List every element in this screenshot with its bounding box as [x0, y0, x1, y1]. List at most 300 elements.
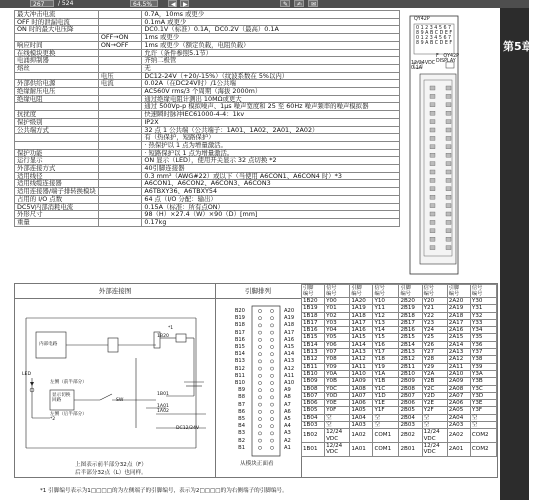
connector-pin-label: B1: [238, 444, 245, 451]
pin-layout-heading: 引脚排列: [215, 284, 301, 299]
pin-table-cell: Y1F: [373, 407, 399, 414]
pin-table-cell: Y00: [325, 298, 350, 305]
spec-cell: [98, 88, 142, 96]
pin-table-cell: Y27: [422, 349, 447, 356]
pin-table-cell: COM2: [470, 442, 496, 456]
spec-cell: [98, 165, 142, 173]
pin-table-cell: Y02: [325, 312, 350, 319]
pin-table-cell: 2A15: [447, 334, 470, 341]
spec-cell: 0.15A（标准：所有点ON）: [142, 203, 400, 211]
pin-table-cell: 1A14: [350, 341, 373, 348]
pin-table-cell: 2B20: [399, 298, 422, 305]
pin-table-cell: 空: [373, 422, 399, 429]
pin-table-cell: 2B03: [399, 422, 422, 429]
module-connector-pin: [446, 220, 451, 224]
connector-pin-label: B20: [234, 308, 245, 314]
pin-table-cell: 2A14: [447, 341, 470, 348]
pin-table-cell: Y26: [422, 341, 447, 348]
pin-table-cell: Y38: [470, 356, 496, 363]
pin-table-cell: 2A04: [447, 414, 470, 421]
pin-table-cell: 2B08: [399, 385, 422, 392]
pin-table-cell: 1A08: [350, 385, 373, 392]
pin-table-cell: 12/24 VDC: [422, 429, 447, 443]
spec-row: [15, 111, 400, 119]
pin-table-cell: Y30: [470, 298, 496, 305]
spec-cell: [98, 195, 142, 203]
pin-table-cell: 1B01: [302, 442, 325, 456]
internal-circuit-label: 内部电路: [39, 342, 58, 347]
circuit-caption-2: 后半部分32点（L）也同样。: [75, 470, 147, 476]
spec-cell: 电涌抑制器: [15, 57, 99, 65]
switch-lower-label: 左侧（后半部分） *2: [50, 412, 87, 422]
external-connection-heading: 外部连接图: [15, 284, 215, 299]
spec-cell: 64 点（I/O 分配：输出）: [142, 195, 400, 203]
spec-cell: [98, 11, 142, 19]
spec-cell: 电压: [98, 72, 142, 80]
spec-row: [15, 26, 400, 34]
connector-pin-label: B4: [238, 423, 245, 430]
table-row: [302, 319, 497, 326]
pin-table-cell: Y0B: [325, 378, 350, 385]
spec-row: [15, 141, 400, 149]
spec-cell: 1ms 或更少（额定负载，电阻负载）: [142, 41, 400, 49]
table-row: [302, 327, 497, 334]
pin-table-cell: 2B04: [399, 414, 422, 421]
module-connector-pin: [446, 229, 451, 233]
pin-table-header: 信号 编号: [470, 285, 496, 298]
table-row: [302, 400, 497, 407]
pin-table-cell: Y35: [470, 334, 496, 341]
pin-table-cell: Y06: [325, 341, 350, 348]
spec-cell: ON 时的最大电压降: [15, 26, 99, 34]
pin-table-cell: Y2E: [422, 400, 447, 407]
pin-table-cell: 2A02: [447, 429, 470, 443]
connector-pin-label: A17: [284, 329, 295, 336]
pin-table-cell: 2B16: [399, 327, 422, 334]
pin-table-cell: 1A19: [350, 305, 373, 312]
spec-cell: A6CON1、A6CON2、A6CON3、A6CON3: [142, 180, 400, 188]
spec-cell: [98, 126, 142, 134]
connector-pin-label: A2: [284, 437, 291, 444]
pin-table-cell: Y2B: [422, 378, 447, 385]
table-row: [302, 442, 497, 456]
pin-table-cell: Y2A: [422, 370, 447, 377]
spec-cell: 适用线缆连接器: [15, 180, 99, 188]
spec-cell: 占用的 I/O 点数: [15, 195, 99, 203]
pin-table-cell: Y1E: [373, 400, 399, 407]
pin-table-cell: 2B18: [399, 312, 422, 319]
module-connector-pin: [430, 229, 435, 233]
footnote: *1 引脚编号表示为1□□□□的为左侧端子的引脚编号，表示为2□□□□的为右侧端子的引脚编号。: [40, 488, 288, 494]
pin-table-cell: 2A13: [447, 349, 470, 356]
external-connection-diagram: [16, 308, 216, 458]
spec-cell: [98, 172, 142, 180]
spec-table: [14, 10, 400, 227]
module-connector-pin: [430, 94, 435, 98]
pin-table-cell: Y20: [422, 298, 447, 305]
spec-cell: [98, 141, 142, 149]
pin-table-cell: 2B09: [399, 378, 422, 385]
pin-table-cell: 1B16: [302, 327, 325, 334]
pin-table-header: 引脚 编号: [447, 285, 470, 298]
connector-pin-label: A5: [284, 416, 291, 422]
pin-table-cell: 空: [325, 414, 350, 421]
spec-cell: 32 点 1 公共端（公共端子：1A01、1A02、2A01、2A02）: [142, 126, 400, 134]
spec-cell: 外部供给电源: [15, 80, 99, 88]
pin-table-cell: Y13: [373, 319, 399, 326]
pin-table-cell: 2B19: [399, 305, 422, 312]
connector-pin-label: B6: [238, 408, 245, 415]
connector-pin-label: A11: [284, 372, 295, 379]
table-row: [302, 349, 497, 356]
pin-table-cell: 2A07: [447, 392, 470, 399]
pin-table-cell: 1A18: [350, 312, 373, 319]
pin-table-cell: 1B18: [302, 312, 325, 319]
pin-table-cell: Y3B: [470, 378, 496, 385]
pin-table-cell: Y24: [422, 327, 447, 334]
chapter-tab[interactable]: 第5章: [503, 40, 533, 53]
pin-table-cell: 2B07: [399, 392, 422, 399]
spec-cell: 电流: [98, 80, 142, 88]
spec-row: [15, 57, 400, 65]
spec-row: [15, 218, 400, 226]
module-connector-pin: [430, 136, 435, 140]
pin-table-cell: 12/24 VDC: [422, 442, 447, 456]
table-row: [302, 414, 497, 421]
spec-cell: · 热保护以 1 点为增量激活。: [142, 141, 400, 149]
spec-cell: 外部连接方式: [15, 165, 99, 173]
pin-table-header: 信号 编号: [325, 285, 350, 298]
zoom-in-button[interactable]: ▶: [180, 0, 189, 7]
switch-upper-label: 左侧（前半部分）: [50, 380, 87, 385]
connector-pin-label: A8: [284, 394, 291, 401]
pin-table-cell: Y25: [422, 334, 447, 341]
pin-table-cell: 1A05: [350, 407, 373, 414]
spec-cell: [98, 180, 142, 188]
pin-table-cell: 1B04: [302, 414, 325, 421]
spec-cell: 通过绝缘电阻计测出 10MΩ或更大: [142, 95, 400, 103]
module-connector-pin: [446, 103, 451, 107]
pin-table-cell: Y39: [470, 363, 496, 370]
spec-cell: DC12-24V（+20/-15%）（纹波系数在 5%以内）: [142, 72, 400, 80]
spec-row: [15, 64, 400, 72]
pin-table-cell: 2B11: [399, 363, 422, 370]
pin-table-cell: 2A19: [447, 305, 470, 312]
spec-cell: 抗扰度: [15, 111, 99, 119]
module-connector-pin: [446, 111, 451, 115]
pin-table-cell: Y03: [325, 319, 350, 326]
connector-pin-label: A14: [284, 351, 295, 358]
spec-cell: OFF→ON: [98, 34, 142, 42]
spec-cell: 40引脚连接器: [142, 165, 400, 173]
module-connector-pin: [446, 195, 451, 199]
pin-table-cell: 2B14: [399, 341, 422, 348]
supply-label: DC12/24V: [176, 426, 200, 431]
spec-cell: 有（热保护，短路保护）: [142, 134, 400, 142]
spec-cell: ON→OFF: [98, 41, 142, 49]
spec-row: [15, 49, 400, 57]
connector-pin-label: A3: [284, 430, 291, 437]
spec-cell: [98, 57, 142, 65]
pin-table-cell: Y34: [470, 327, 496, 334]
pin-table-cell: Y3D: [470, 392, 496, 399]
spec-cell: 重量: [15, 218, 99, 226]
spec-cell: 熔丝: [15, 64, 99, 72]
sw-label: SW: [116, 398, 124, 403]
connector-pin-label: B8: [238, 394, 245, 401]
pin-table-cell: 12/24 VDC: [325, 442, 350, 456]
module-connector-pin: [446, 178, 451, 182]
spec-cell: AC560V rms/3 个周期（海拔 2000m）: [142, 88, 400, 96]
pin-table-cell: 1B19: [302, 305, 325, 312]
pin-table-cell: 2B02: [399, 429, 422, 443]
pin-table-cell: Y1D: [373, 392, 399, 399]
pin-table-cell: 12/24 VDC: [325, 429, 350, 443]
spec-cell: [98, 211, 142, 219]
pin-table-cell: Y08: [325, 356, 350, 363]
connector-pin-label: B3: [238, 430, 245, 437]
spec-cell: [98, 118, 142, 126]
spec-cell: [98, 18, 142, 26]
module-connector-pin: [446, 162, 451, 166]
pin-table-cell: Y22: [422, 312, 447, 319]
pin-table-cell: 2A08: [447, 385, 470, 392]
connector-pin-label: B13: [234, 358, 245, 365]
spec-cell: [98, 218, 142, 226]
pin-table-cell: 1A11: [350, 363, 373, 370]
spec-cell: 0.3 mm²（AWG#22）或以下（当使用 A6CON1、A6CON4 时）*3: [142, 172, 400, 180]
pin-table-cell: Y21: [422, 305, 447, 312]
pin-table-cell: 1A12: [350, 356, 373, 363]
connector-pin-label: A13: [284, 358, 295, 365]
module-connector-pin: [446, 94, 451, 98]
spec-row: [15, 157, 400, 165]
pin-layout-caption: 从模块正面看: [240, 461, 274, 467]
fuse-note: *1: [168, 326, 174, 331]
module-connector-pin: [430, 128, 435, 132]
spec-cell: DC5V内部消耗电流: [15, 203, 99, 211]
module-connector-pin: [430, 204, 435, 208]
module-connector-pin: [430, 145, 435, 149]
table-row: [302, 298, 497, 305]
circuit-caption-1: 上图表示前半部分32点（F）: [75, 462, 147, 468]
connector-pin-label: A10: [284, 380, 295, 386]
pin-table-cell: Y0F: [325, 407, 350, 414]
module-connector-pin: [446, 128, 451, 132]
pen-tool-icon[interactable]: ✎: [280, 0, 290, 7]
pin-table-cell: Y1B: [373, 378, 399, 385]
spec-cell: [98, 103, 142, 111]
spec-cell: 运行显示: [15, 157, 99, 165]
zoom-out-button[interactable]: ◀: [168, 0, 177, 7]
pin-table-cell: 1A07: [350, 392, 373, 399]
pin-table-header: 信号 编号: [373, 285, 399, 298]
spec-cell: DC0.1V（标准）0.1A，DC0.2V（最高）0.1A: [142, 26, 400, 34]
spec-cell: OFF 时的泄漏电流: [15, 18, 99, 26]
pin-table-cell: Y23: [422, 319, 447, 326]
pin-table-cell: 2A11: [447, 363, 470, 370]
module-model: QY42P: [414, 17, 430, 22]
module-connector-pin: [446, 120, 451, 124]
pin-table-cell: 2A06: [447, 400, 470, 407]
spec-cell: 适用连接器/端子排转换模块: [15, 188, 99, 196]
connector-pin-label: B16: [234, 336, 245, 343]
pin-table-cell: 1B14: [302, 341, 325, 348]
module-connector-pin: [430, 162, 435, 166]
pin-table-header: 引脚 编号: [350, 285, 373, 298]
pin-table-cell: Y04: [325, 327, 350, 334]
pin-table-cell: 2A16: [447, 327, 470, 334]
pin-table-cell: 1B03: [302, 422, 325, 429]
spec-cell: · 短路保护以 1 点为增量激活。: [142, 149, 400, 157]
pin-table-cell: 2B01: [399, 442, 422, 456]
pin-table-cell: Y09: [325, 363, 350, 370]
spec-row: [15, 195, 400, 203]
connector-pin-label: B5: [238, 416, 245, 422]
connector-pin-label: A16: [284, 336, 295, 343]
connector-pin-label: A19: [284, 315, 295, 322]
spec-cell: 绝缘电阻: [15, 95, 99, 103]
spec-cell: 保护级别: [15, 118, 99, 126]
pin-table-cell: 1A02: [350, 429, 373, 443]
module-connector-pin: [446, 153, 451, 157]
spec-cell: 1ms 或更少: [142, 34, 400, 42]
pin-table-cell: 1B15: [302, 334, 325, 341]
connector-pin-label: B10: [234, 380, 245, 386]
zoom-select[interactable]: 64.5%: [130, 0, 158, 7]
table-row: [302, 356, 497, 363]
pin-table-cell: Y17: [373, 349, 399, 356]
pin-table-cell: 2B05: [399, 407, 422, 414]
connector-pin-label: B14: [234, 351, 245, 358]
pin-table-cell: 1A10: [350, 370, 373, 377]
table-row: [302, 334, 497, 341]
pin-table-cell: 2B13: [399, 349, 422, 356]
pin-table-cell: 2A03: [447, 422, 470, 429]
spec-cell: [98, 95, 142, 103]
pin-table-cell: 2B17: [399, 319, 422, 326]
spec-cell: 通过 500Vp-p 模拟噪声、1μs 噪声宽度和 25 至 60Hz 噪声频率的噪声模拟器: [142, 103, 400, 111]
connector-pin-label: A7: [284, 401, 291, 408]
module-connector-pin: [430, 195, 435, 199]
connector-pin-label: B9: [238, 387, 245, 394]
spec-cell: [98, 188, 142, 196]
spec-cell: ON 显示（LED），使用开关显示 32 点切换 *2: [142, 157, 400, 165]
pin-table-cell: 1A20: [350, 298, 373, 305]
pin-table-cell: Y11: [373, 305, 399, 312]
pin-table-cell: Y0D: [325, 392, 350, 399]
comment-tool-icon[interactable]: ✉: [308, 0, 318, 7]
pin-table-cell: Y01: [325, 305, 350, 312]
table-row: [302, 378, 497, 385]
pin-table-cell: 1B12: [302, 356, 325, 363]
module-front-drawing: [406, 14, 462, 276]
pin-table-cell: Y14: [373, 327, 399, 334]
spec-cell: 保护功能: [15, 149, 99, 157]
table-row: [302, 363, 497, 370]
spec-cell: [98, 157, 142, 165]
module-connector-pin: [430, 86, 435, 90]
spec-cell: 齐纳二极管: [142, 57, 400, 65]
spec-cell: 0.17kg: [142, 218, 400, 226]
pin-table-cell: Y0C: [325, 385, 350, 392]
connector-pin-label: A18: [284, 322, 295, 329]
pin-table-cell: 1B20: [302, 298, 325, 305]
spec-cell: [98, 49, 142, 57]
module-connector-pin: [430, 246, 435, 250]
module-connector-pin: [430, 212, 435, 216]
pin-table-cell: 2A09: [447, 378, 470, 385]
pin-table-header: 引脚 编号: [302, 285, 325, 298]
table-row: [302, 392, 497, 399]
table-row: [302, 429, 497, 443]
spec-row: [15, 41, 400, 49]
spec-cell: 0.7A，10ms 或更少: [142, 11, 400, 19]
spec-cell: [98, 149, 142, 157]
connector-outline: [246, 306, 286, 456]
spec-cell: 公共端方式: [15, 126, 99, 134]
connector-pin-label: A15: [284, 344, 295, 350]
pin-table-cell: 空: [422, 422, 447, 429]
module-connector-pin: [430, 170, 435, 174]
connector-pin-label: B7: [238, 401, 245, 408]
module-led-digits: 0 1 2 3 4 5 6 7 8 9 A B C D E F 0 1 2 3 4 5 6 7 8 9 A B C D E F: [416, 26, 453, 46]
connector-pin-label: A1: [284, 444, 291, 451]
pin-table-cell: 空: [422, 414, 447, 421]
pin-table-cell: Y16: [373, 341, 399, 348]
page-number-input[interactable]: 267: [30, 0, 54, 7]
pin-table-cell: Y18: [373, 356, 399, 363]
spec-cell: [15, 134, 99, 142]
pin-table-cell: Y3E: [470, 400, 496, 407]
pin-table-cell: 1B06: [302, 400, 325, 407]
pin-table-cell: 2A20: [447, 298, 470, 305]
table-row: [302, 341, 497, 348]
spec-cell: 适用线径: [15, 172, 99, 180]
pin-assignment-table: [301, 284, 497, 457]
module-connector-pin: [430, 237, 435, 241]
spec-cell: [98, 111, 142, 119]
module-connector-pin: [446, 237, 451, 241]
connector-pin-label: A20: [284, 308, 295, 314]
pin-table-cell: Y1C: [373, 385, 399, 392]
pin-table-cell: Y36: [470, 341, 496, 348]
connector-pin-label: B17: [234, 329, 245, 336]
module-connector-pin: [446, 86, 451, 90]
chapter-sidebar: [500, 8, 533, 500]
pin-table-cell: Y05: [325, 334, 350, 341]
viewer-toolbar: [0, 0, 529, 8]
sign-tool-icon[interactable]: ✍: [294, 0, 304, 7]
pin-table-cell: Y2C: [422, 385, 447, 392]
pin-table-cell: Y37: [470, 349, 496, 356]
pin-table-cell: 2A01: [447, 442, 470, 456]
page-total-label: / 524: [58, 0, 74, 7]
pin-table-header: 引脚 编号: [399, 285, 422, 298]
connector-pin-label: B2: [238, 437, 245, 444]
spec-cell: [98, 203, 142, 211]
spec-cell: A6TBXY36、A6TBXY54: [142, 188, 400, 196]
pin-table-cell: 1B07: [302, 392, 325, 399]
pin-table-cell: 空: [373, 414, 399, 421]
connector-pin-label: A12: [284, 365, 295, 372]
led-icon: [30, 382, 34, 386]
module-connector-pin: [430, 187, 435, 191]
module-connector-pin: [430, 220, 435, 224]
pin-table-cell: Y2F: [422, 407, 447, 414]
pin-table-cell: 1A09: [350, 378, 373, 385]
connector-pin-label: B15: [234, 344, 245, 350]
